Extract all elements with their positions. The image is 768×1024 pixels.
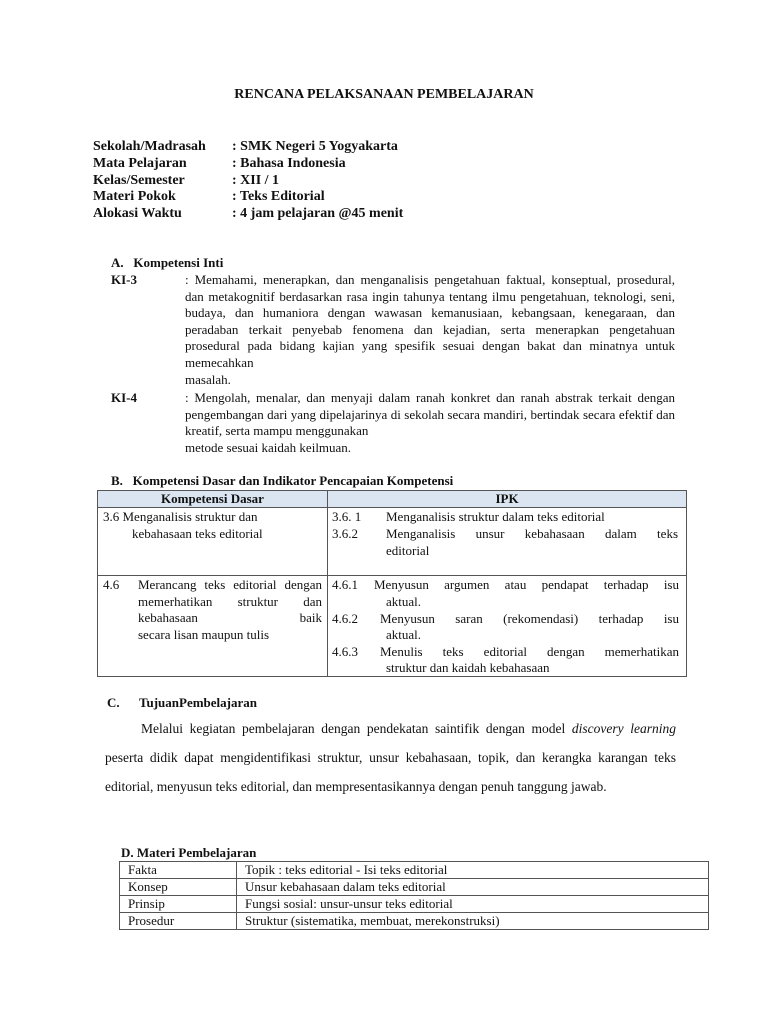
ipk-4-6-3-text: Menulis teks editorial dengan memerhatikan	[380, 644, 679, 659]
page-title: RENCANA PELAKSANAAN PEMBELAJARAN	[234, 87, 534, 102]
info-value: : XII / 1	[232, 173, 280, 188]
info-label: Sekolah/Madrasah	[93, 139, 206, 154]
info-value: : 4 jam pelajaran @45 menit	[232, 206, 404, 221]
ki3-last-line: masalah.	[185, 371, 231, 387]
ipk-3-6-1-num: 3.6. 1	[332, 509, 362, 524]
material-key: Prinsip	[120, 896, 237, 913]
ki4-last-line: metode sesuai kaidah keilmuan.	[185, 439, 352, 455]
header-kd: Kompetensi Dasar	[98, 491, 328, 508]
table-row	[98, 576, 687, 677]
ipk-3-6-2-text: Menganalisis unsur kebahasaan dalam teks	[386, 526, 678, 541]
info-value: : SMK Negeri 5 Yogyakarta	[232, 139, 398, 154]
table-row	[120, 896, 709, 913]
material-value: Unsur kebahasaan dalam teks editorial	[237, 879, 709, 896]
kd-4-6-text: Merancang teks editorial dengan memerhatikan struktur dan kebahasaan baik	[138, 577, 322, 626]
ipk-4-6-1-num: 4.6.1	[332, 577, 358, 592]
info-label: Materi Pokok	[93, 189, 176, 204]
table-row	[98, 508, 687, 576]
kd-3-6-cell	[98, 508, 328, 576]
material-value: Fungsi sosial: unsur-unsur teks editorial	[237, 896, 709, 913]
objective-model-name: discovery learning	[571, 721, 676, 736]
table-header-row	[98, 491, 687, 508]
ipk-3-6-2-text2: editorial	[386, 543, 430, 558]
table-row	[120, 862, 709, 879]
material-key: Fakta	[120, 862, 237, 879]
ipk-4-6-2-text: Menyusun saran (rekomendasi) terhadap isu	[380, 611, 679, 626]
info-label: Mata Pelajaran	[93, 156, 187, 171]
kd-3-6-line1: 3.6 Menganalisis struktur dan	[103, 509, 258, 524]
ipk-4-6-3-num: 4.6.3	[332, 644, 358, 659]
learning-objective-paragraph	[105, 714, 676, 801]
section-a-heading: A. Kompetensi Inti	[111, 255, 224, 270]
ki3-body: : Memahami, menerapkan, dan menganalisis pengetahuan faktual, konseptual, prosedural, dan metakognitif berdasarkan rasa ingin tahunya tentang ilmu pengetahuan, teknologi, seni, budaya, dan humaniora dengan wawasan kemanusiaan, kebangsaan, kenegaraan, dan peradaban terkait penyebab fenomena dan kejadian, serta menerapkan pengetahuan prosedural pada bidang kajian yang spesifik sesuai dengan bakat dan minatnya untuk memecahkan	[185, 272, 675, 370]
ipk-4-6-1-text2: aktual.	[386, 594, 422, 609]
ki3-text	[185, 272, 675, 388]
ki4-text	[185, 390, 675, 456]
competency-table	[97, 490, 687, 677]
material-table	[119, 861, 709, 930]
ki4-label: KI-4	[111, 390, 137, 405]
info-label: Kelas/Semester	[93, 173, 185, 188]
objective-text-end: peserta didik dapat mengidentifikasi struktur, unsur kebahasaan, topik, dan kerangka karangan teks editorial, menyusun teks editorial, dan mempresentasikannya dengan penuh tanggung jawab.	[105, 750, 676, 794]
kd-4-6-num: 4.6	[103, 577, 120, 592]
objective-text-start: Melalui kegiatan pembelajaran dengan pendekatan saintifik dengan model	[141, 721, 572, 736]
material-key: Konsep	[120, 879, 237, 896]
ki3-label: KI-3	[111, 272, 137, 287]
ipk-3-6-2-num: 3.6.2	[332, 526, 358, 541]
info-value: : Teks Editorial	[232, 189, 325, 204]
ipk-4-6-2-text2: aktual.	[386, 627, 422, 642]
material-key: Prosedur	[120, 913, 237, 930]
section-b-heading: B. Kompetensi Dasar dan Indikator Pencapaian Kompetensi	[111, 473, 454, 488]
ipk-4-6-1-text: Menyusun argumen atau pendapat terhadap isu	[374, 577, 679, 592]
section-c-heading: TujuanPembelajaran	[139, 695, 257, 710]
table-row	[120, 913, 709, 930]
kd-4-6-cell	[98, 576, 328, 677]
kd-4-6-last: secara lisan maupun tulis	[138, 627, 270, 642]
info-label: Alokasi Waktu	[93, 206, 182, 221]
ipk-4-6-cell	[328, 576, 687, 677]
material-value: Topik : teks editorial - Isi teks editorial	[237, 862, 709, 879]
info-value: : Bahasa Indonesia	[232, 156, 346, 171]
section-d-heading: D. Materi Pembelajaran	[121, 845, 257, 860]
ipk-4-6-3-text2: struktur dan kaidah kebahasaan	[386, 660, 550, 675]
table-row	[120, 879, 709, 896]
section-c-letter: C.	[107, 695, 120, 710]
material-value: Struktur (sistematika, membuat, merekonstruksi)	[237, 913, 709, 930]
kd-3-6-line2: kebahasaan teks editorial	[132, 526, 263, 541]
header-ipk: IPK	[328, 491, 687, 508]
ipk-3-6-1-text: Menganalisis struktur dalam teks editorial	[386, 509, 605, 524]
ipk-4-6-2-num: 4.6.2	[332, 611, 358, 626]
ipk-3-6-cell	[328, 508, 687, 576]
ki4-body: : Mengolah, menalar, dan menyaji dalam ranah konkret dan ranah abstrak terkait dengan pengembangan dari yang dipelajarinya di sekolah secara mandiri, bertindak secara efektif dan kreatif, serta mampu menggunakan	[185, 390, 675, 439]
